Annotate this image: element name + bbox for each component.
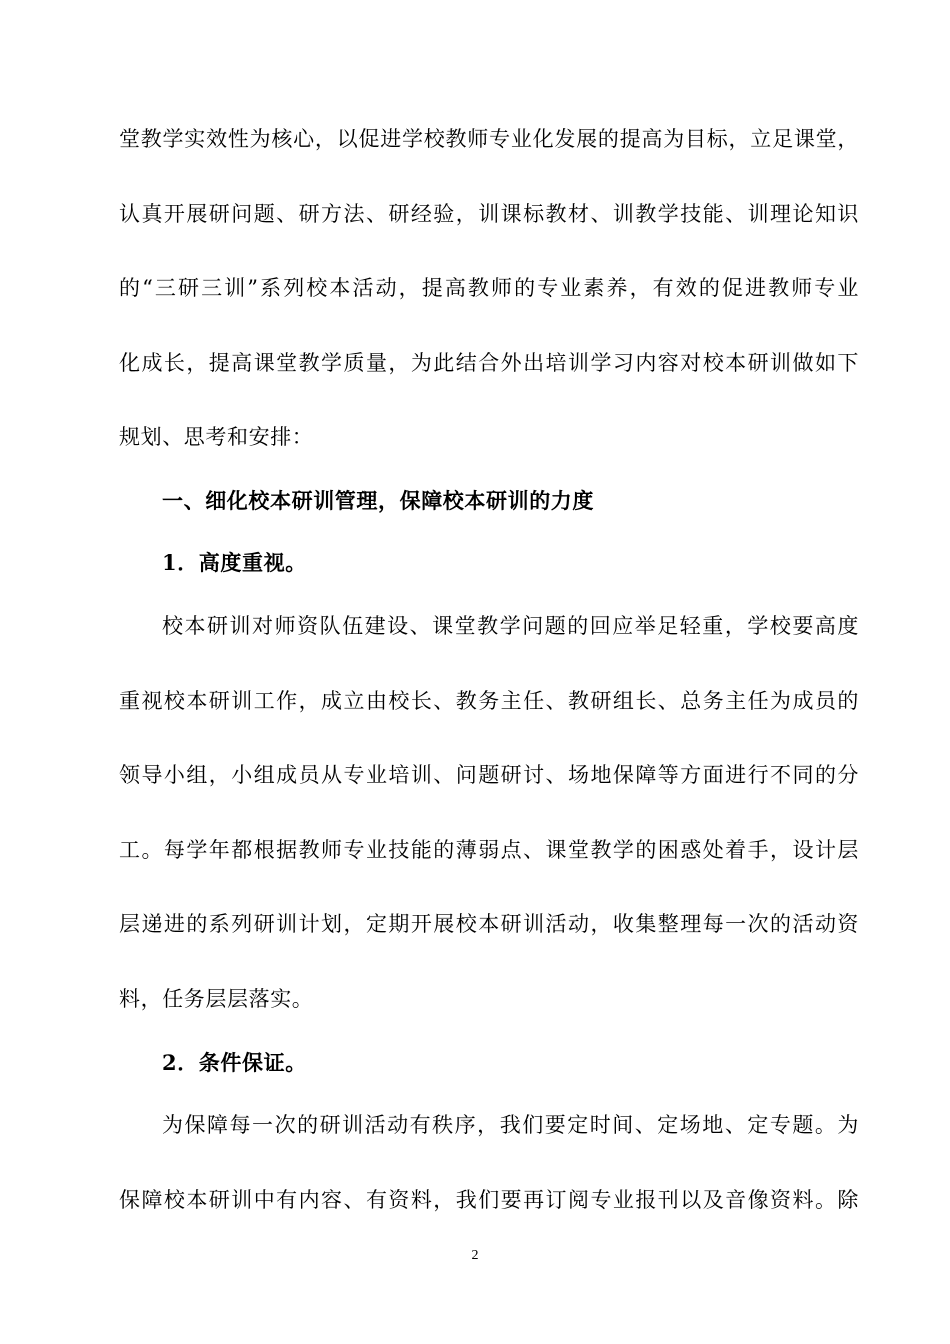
section-heading: 一、细化校本研训管理，保障校本研训的力度 bbox=[162, 488, 594, 513]
subsection-heading: 2．条件保证。 bbox=[162, 1050, 307, 1075]
body-text-line: 规划、思考和安排： bbox=[119, 425, 314, 449]
body-text-line: 领导小组，小组成员从专业培训、问题研讨、场地保障等方面进行不同的分 bbox=[119, 763, 859, 787]
body-text-line: 重视校本研训工作，成立由校长、教务主任、教研组长、总务主任为成员的 bbox=[119, 689, 859, 713]
body-text-line: 校本研训对师资队伍建设、课堂教学问题的回应举足轻重，学校要高度 bbox=[162, 614, 859, 638]
body-text-line: 料，任务层层落实。 bbox=[119, 987, 314, 1011]
subsection-heading: 1．高度重视。 bbox=[162, 550, 307, 575]
body-text-line: 的“三研三训”系列校本活动，提高教师的专业素养，有效的促进教师专业 bbox=[119, 276, 859, 300]
body-text-line: 化成长，提高课堂教学质量，为此结合外出培训学习内容对校本研训做如下 bbox=[119, 351, 859, 375]
body-text-line: 工。每学年都根据教师专业技能的薄弱点、课堂教学的困惑处着手，设计层 bbox=[119, 838, 859, 862]
body-text-line: 保障校本研训中有内容、有资料，我们要再订阅专业报刊以及音像资料。除 bbox=[119, 1188, 859, 1212]
page-number: 2 bbox=[471, 1248, 479, 1263]
body-text-line: 层递进的系列研训计划，定期开展校本研训活动，收集整理每一次的活动资 bbox=[119, 912, 859, 936]
body-text-line: 认真开展研问题、研方法、研经验，训课标教材、训教学技能、训理论知识 bbox=[119, 202, 859, 226]
body-text-line: 为保障每一次的研训活动有秩序，我们要定时间、定场地、定专题。为 bbox=[162, 1113, 859, 1137]
body-text-line: 堂教学实效性为核心，以促进学校教师专业化发展的提高为目标，立足课堂， bbox=[119, 127, 859, 151]
